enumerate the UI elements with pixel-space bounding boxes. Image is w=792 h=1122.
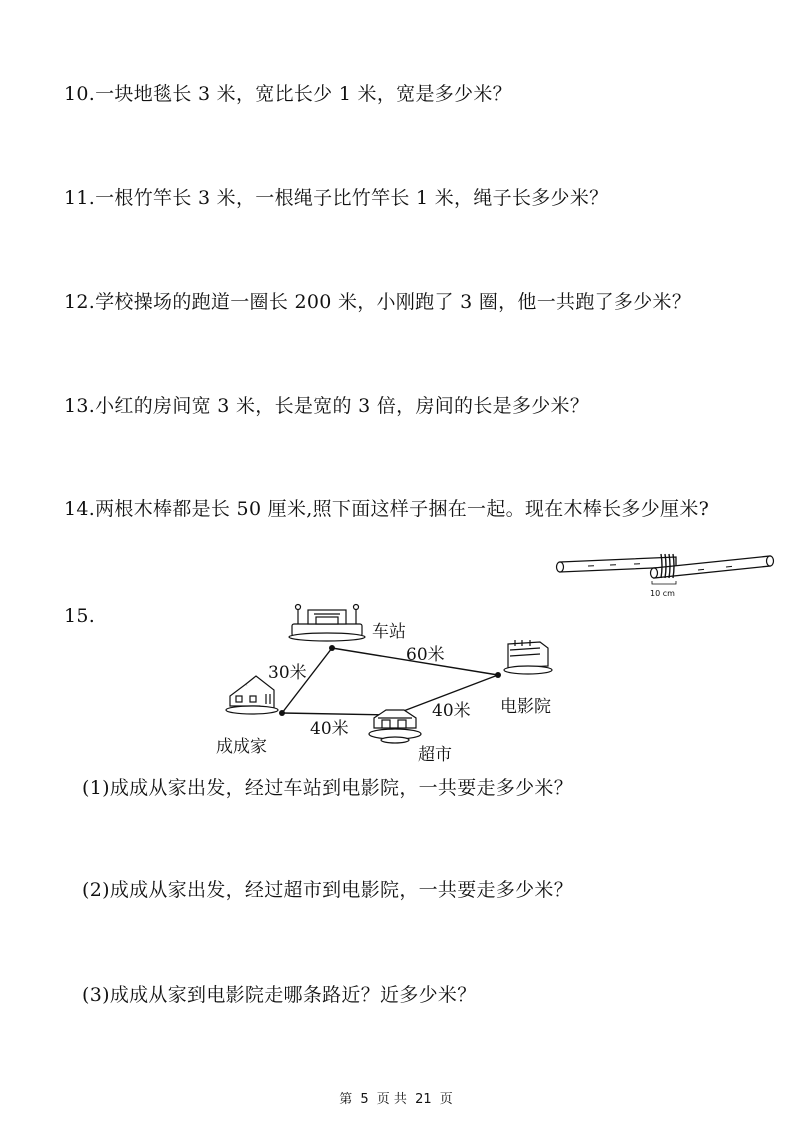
overlap-label: 10 cm — [650, 589, 675, 598]
distance-supermarket-cinema: 40米 — [432, 701, 471, 721]
cinema-label: 电影院 — [500, 697, 551, 717]
route-map — [210, 600, 590, 770]
distance-home-station: 30米 — [268, 663, 307, 683]
distance-home-supermarket: 40米 — [310, 719, 349, 739]
node-cinema — [495, 672, 501, 678]
footer-total-pages: 21 — [415, 1092, 432, 1107]
station-label: 车站 — [372, 622, 406, 642]
question-15-part-1: (1)成成从家出发，经过车站到电影院，一共要走多少米？ — [82, 777, 574, 799]
bundled-sticks-figure — [548, 548, 778, 604]
question-10: 10.一块地毯长 3 米，宽比长少 1 米，宽是多少米？ — [64, 83, 512, 105]
footer-middle: 页 共 — [376, 1092, 407, 1107]
question-13: 13.小红的房间宽 3 米，长是宽的 3 倍，房间的长是多少米？ — [64, 395, 590, 417]
question-11: 11.一根竹竿长 3 米，一根绳子比竹竿长 1 米，绳子长多少米？ — [64, 187, 609, 209]
footer-suffix: 页 — [439, 1092, 453, 1107]
route-home-supermarket — [282, 713, 393, 715]
footer-prefix: 第 — [339, 1092, 353, 1107]
station-icon — [289, 605, 365, 642]
page-footer — [0, 1088, 792, 1107]
question-12: 12.学校操场的跑道一圈长 200 米，小刚跑了 3 圈，他一共跑了多少米？ — [64, 291, 692, 313]
question-15: 15. — [64, 605, 96, 627]
home-label: 成成家 — [216, 737, 267, 757]
cinema-icon — [504, 640, 552, 674]
question-15-part-3: (3)成成从家到电影院走哪条路近？近多少米？ — [82, 984, 477, 1006]
node-station — [329, 645, 335, 651]
question-15-part-2: (2)成成从家出发，经过超市到电影院，一共要走多少米？ — [82, 879, 574, 901]
node-home — [279, 710, 285, 716]
footer-page-number: 5 — [360, 1092, 369, 1107]
question-14: 14.两根木棒都是长 50 厘米,照下面这样子捆在一起。现在木棒长多少厘米? — [64, 498, 710, 520]
supermarket-label: 超市 — [418, 745, 452, 765]
overlap-bracket — [652, 581, 676, 584]
distance-station-cinema: 60米 — [406, 645, 445, 665]
